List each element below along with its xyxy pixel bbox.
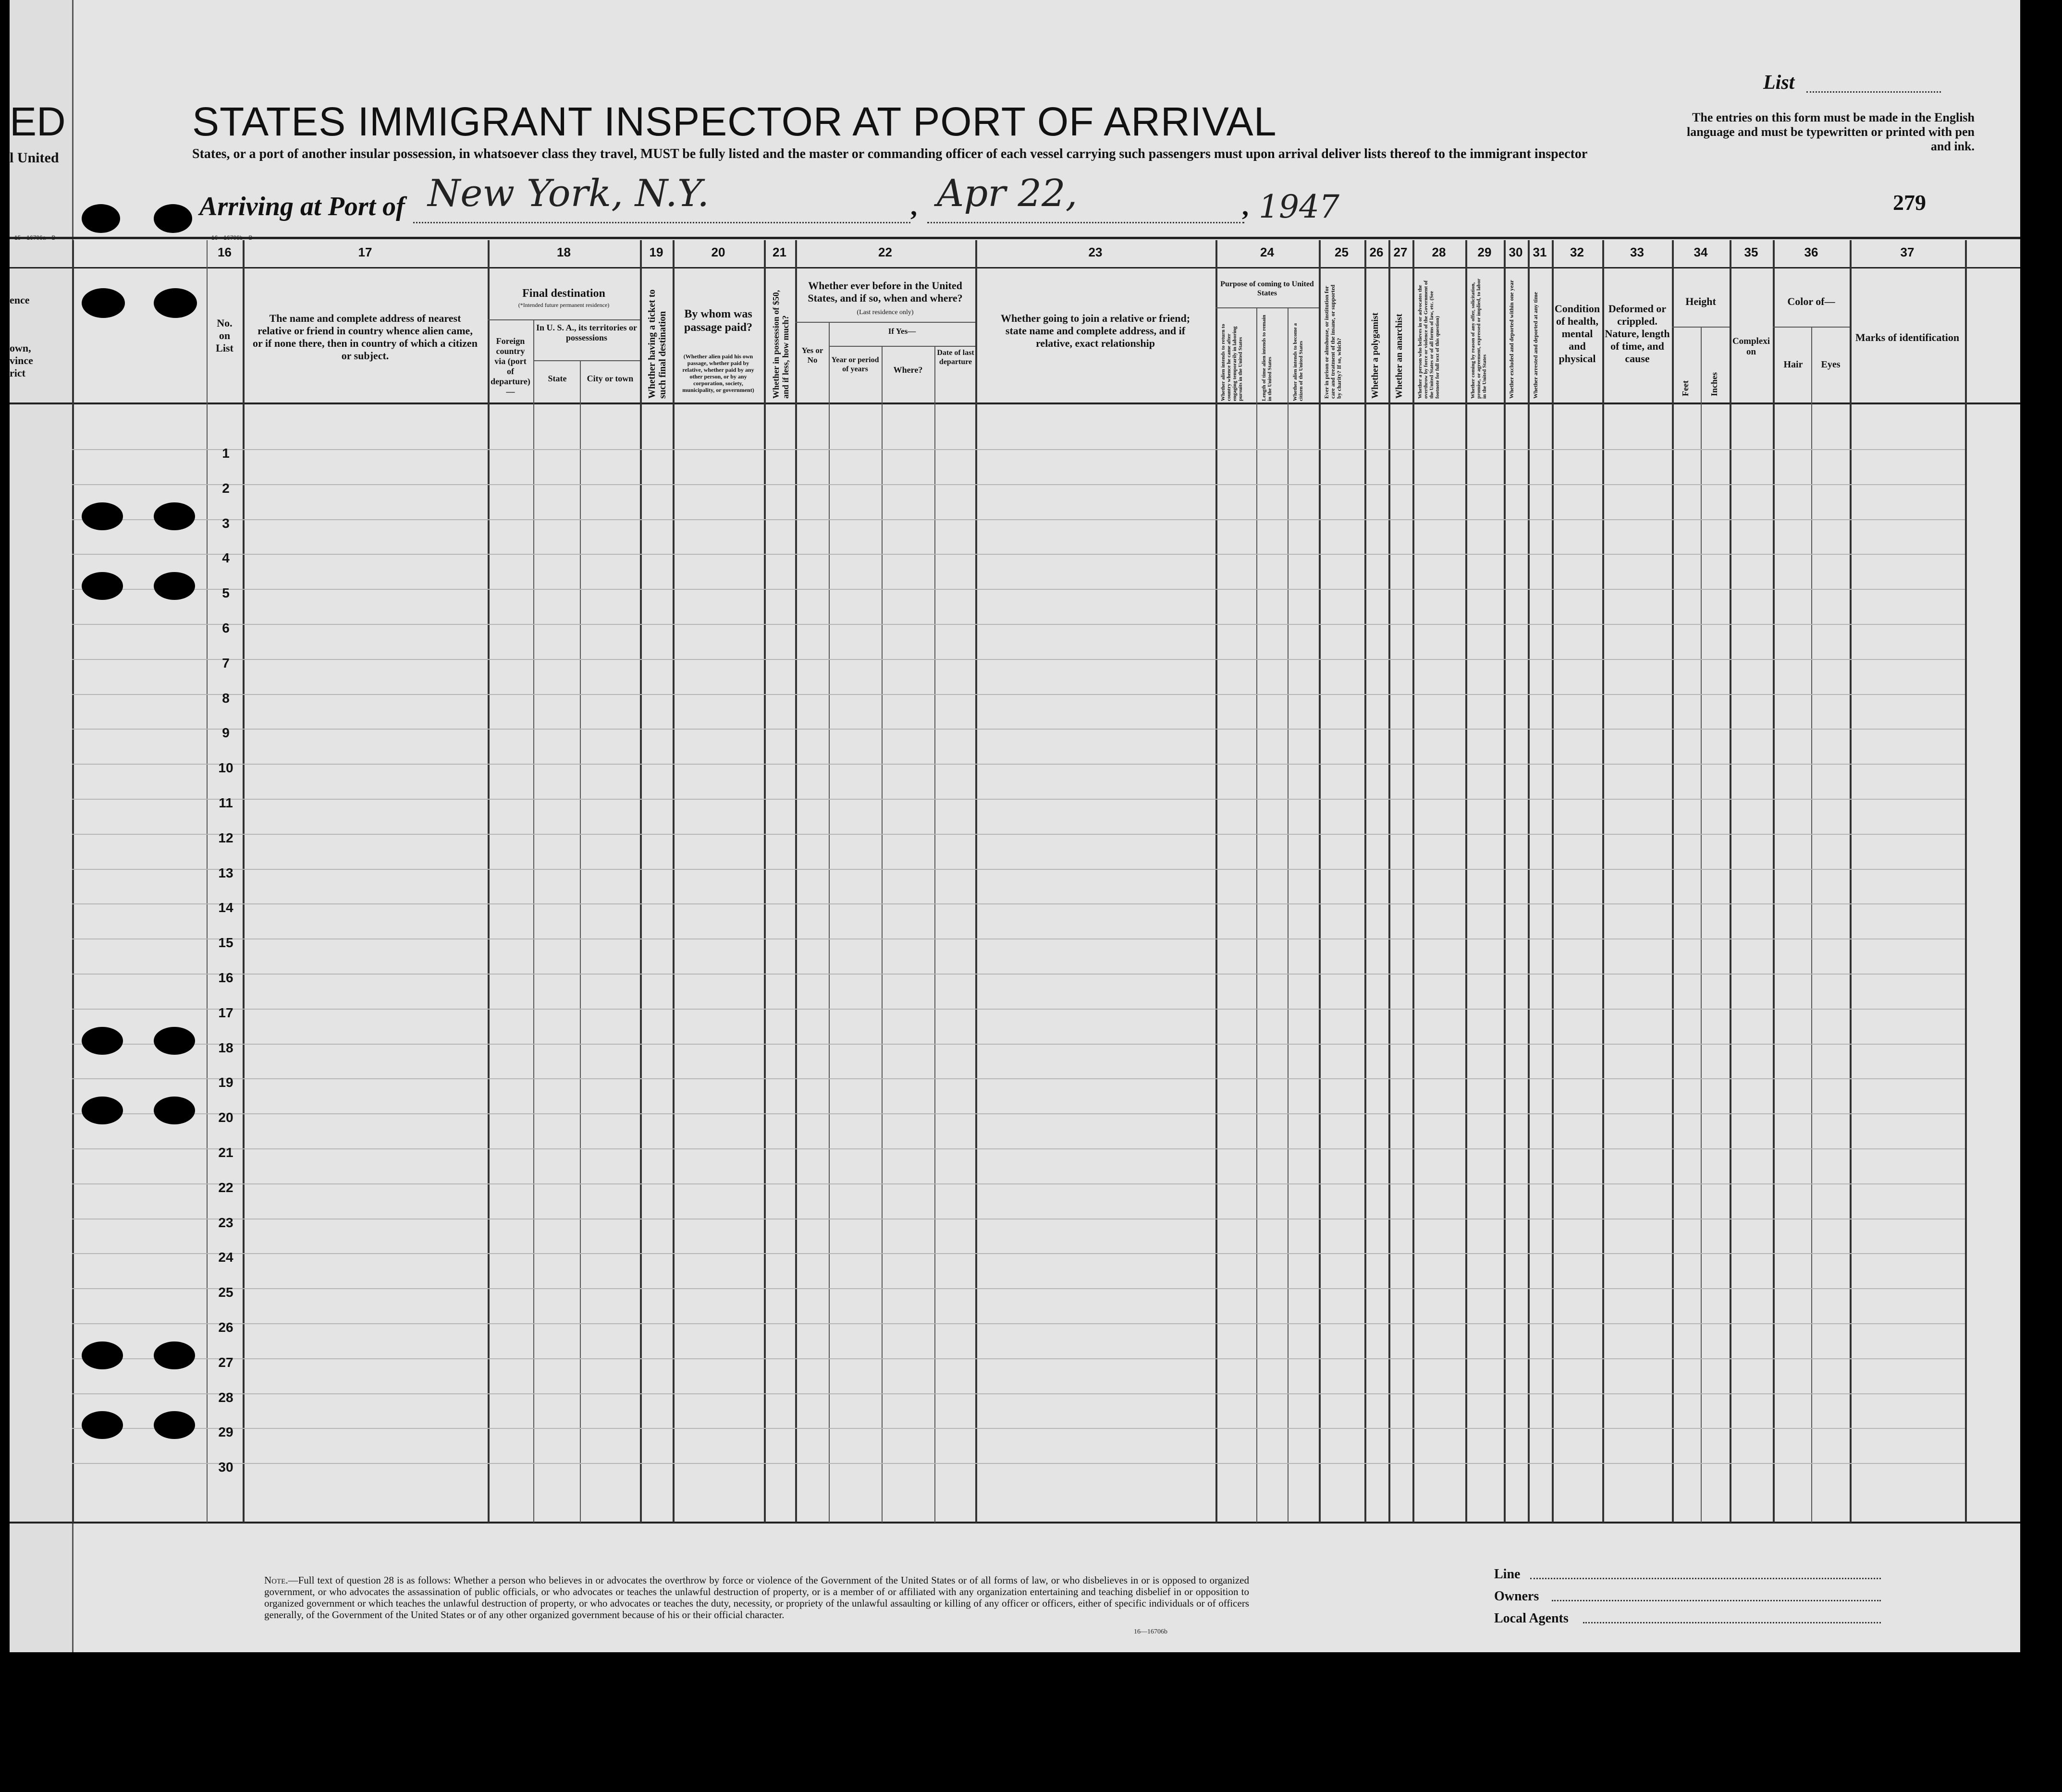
row-number: 16 [218,970,233,985]
col-number-31: 31 [1533,245,1547,259]
table-row[interactable] [72,1253,1965,1254]
table-row[interactable] [72,589,1965,590]
port-field-line[interactable] [413,222,910,223]
row-number: 23 [218,1215,233,1230]
row-number: 21 [218,1145,233,1160]
col-divider [640,240,642,1523]
form-subtitle: States, or a port of another insular possession, in whatsoever class they travel, MUST be fully listed and the master or commanding officer of each vessel carrying such passengers must upon arrival deliver lists thereof to the immigrant inspector [192,146,1588,161]
punch-hole [154,288,197,318]
row-number: 3 [222,515,230,531]
header-state: State [548,374,567,383]
row-number: 12 [218,830,233,845]
table-row[interactable] [72,1393,1965,1394]
table-bottom-rule [10,1522,2020,1524]
col-number-26: 26 [1369,245,1384,259]
col-number-29: 29 [1477,245,1492,259]
table-row[interactable] [72,1009,1965,1010]
table-row[interactable] [72,659,1965,660]
punch-hole [82,1097,123,1124]
header-ever-before-sub: (Last residence only) [857,309,914,316]
table-row[interactable] [72,519,1965,520]
col-number-32: 32 [1570,245,1584,259]
row-number: 19 [218,1075,233,1090]
comma-separator-2: , [1242,192,1249,221]
row-number: 8 [222,690,230,706]
col-divider [795,240,797,1523]
subheader-rule [795,322,975,323]
header-color-of: Color of— [1787,295,1835,307]
col-divider [1672,240,1674,1523]
col-number-16: 16 [218,245,232,259]
header-purpose-length: Length of time alien intends to remain in the United States [1261,315,1273,401]
header-no-on-list: No. on List [216,317,233,354]
subheader-rule [488,319,640,320]
header-arrested: Whether arrested and deported at any time [1532,292,1539,399]
col-divider [829,322,830,1523]
row-number: 22 [218,1180,233,1195]
row-number: 18 [218,1040,233,1055]
header-possession-50: Whether in possession of $50, and if less, how much? [771,290,790,399]
header-join-relative: Whether going to join a relative or friend; state name and complete address, and if relative, exact relationship [1000,312,1191,349]
header-nearest-relative: The name and complete address of nearest relative or friend in country whence alien came, or if none there, then in country of which a citizen or subject. [253,312,478,362]
header-anarchist: Whether an anarchist [1394,314,1404,399]
col-number-35: 35 [1744,245,1758,259]
date-field-line[interactable] [927,222,1244,223]
header-final-destination: Final destination [522,287,605,300]
subheader-rule [533,360,640,361]
row-number: 15 [218,935,233,951]
row-number: 20 [218,1110,233,1125]
col-divider [1388,240,1390,1523]
punch-hole [154,572,195,600]
col-divider [1528,240,1530,1523]
list-number-field[interactable] [1806,91,1941,93]
previous-page-edge [10,0,74,1652]
col-divider [1965,240,1967,1523]
header-where: Where? [893,365,923,375]
subheader-rule [1773,327,1850,328]
punch-hole [82,288,125,318]
col-number-21: 21 [773,245,786,259]
table-row[interactable] [72,1428,1965,1429]
col-divider [1319,240,1321,1523]
footer-form-code: 16—16706b [1134,1628,1167,1635]
header-prison: Ever in prison or almshouse, or institution for care and treatment of the insane, or supported by charity? If so, which? [1323,284,1342,399]
col-number-30: 30 [1509,245,1523,259]
header-feet: Feet [1681,380,1690,396]
row-number: 5 [222,585,230,601]
edge-subtitle-fragment: l United [10,150,59,166]
col-divider [207,240,208,1523]
col-divider [975,240,977,1523]
punch-hole [154,1097,195,1124]
col-number-27: 27 [1393,245,1408,259]
header-health: Condition of health, mental and physical [1554,303,1600,365]
table-row[interactable] [72,1113,1965,1114]
table-row[interactable] [72,1148,1965,1149]
header-in-usa: In U. S. A., its territories or possessions [536,323,637,342]
header-marks: Marks of identification [1855,331,1960,343]
col-divider [72,240,74,1523]
col-divider [1412,240,1414,1523]
header-yes-no: Yes or No [801,346,823,365]
edge-column-label-2: own, vince rict [10,342,33,379]
punch-hole [154,1341,195,1369]
table-row[interactable] [72,554,1965,555]
header-ticket: Whether having a ticket to such final destination [647,289,668,399]
list-label: List [1763,72,1795,94]
header-purpose-return: Whether alien intends to return to country whence he came after engaging temporarily in laboring pursuits in the United States [1220,324,1243,401]
punch-hole [82,204,120,233]
punch-hole [82,1411,123,1439]
col-number-28: 28 [1432,245,1446,259]
owners-field[interactable] [1552,1600,1881,1601]
punch-hole [154,1411,195,1439]
table-row[interactable] [72,1358,1965,1359]
col-divider [1364,240,1366,1523]
punch-hole [82,502,123,530]
table-row[interactable] [72,694,1965,695]
header-top-rule [10,237,2020,239]
header-overthrow: Whether a person who believes in or advocates the overthrow by force or violence of the Government of the United States or of all forms of law, etc. (See footnote for full text of this question) [1417,280,1440,399]
edge-title-fragment: ED [10,99,66,144]
col-divider [1773,240,1775,1523]
table-row[interactable] [72,1044,1965,1045]
header-eyes: Eyes [1821,359,1841,370]
table-row[interactable] [72,484,1965,485]
row-number: 17 [218,1005,233,1020]
footer-note [264,1574,1249,1621]
table-row[interactable] [72,1078,1965,1079]
table-row[interactable] [72,1323,1965,1324]
row-number: 6 [222,621,230,635]
header-final-destination-sub: (*Intended future permanent residence) [518,302,610,308]
header-ever-before: Whether ever before in the United States, and if so, when and where? [808,280,963,304]
col-divider [934,346,935,1523]
subheader-rule [829,346,975,347]
header-polygamist: Whether a polygamist [1370,312,1380,399]
footer-note-lead: Note. [264,1574,288,1586]
row-number: 27 [218,1354,233,1370]
punch-hole [154,1027,195,1055]
col-divider [580,360,581,1523]
local-agents-label: Local Agents [1494,1611,1569,1626]
line-label: Line [1494,1567,1521,1582]
col-divider [673,240,675,1523]
header-foreign-country: Foreign country via (port of departure)— [491,336,530,396]
row-number: 10 [218,760,233,776]
col-number-22: 22 [878,245,892,259]
col-number-36: 36 [1804,245,1818,259]
row-number: 7 [222,655,230,670]
row-number: 30 [218,1460,233,1475]
row-number: 24 [218,1250,233,1265]
table-row[interactable] [72,903,1965,904]
col-number-33: 33 [1630,245,1644,259]
row-number: 1 [222,446,230,461]
comma-separator: , [910,192,917,221]
row-number: 9 [222,725,230,741]
table-row[interactable] [72,624,1965,625]
row-number: 4 [222,550,230,566]
punch-hole [154,502,195,530]
local-agents-field[interactable] [1583,1622,1881,1623]
col-number-18: 18 [557,245,571,259]
year-handwritten: 1947 [1259,188,1339,225]
header-if-yes: If Yes— [888,327,916,336]
punch-hole [82,572,123,600]
row-number: 25 [218,1285,233,1300]
header-labor-offer: Whether coming by reason of any offer, solicitation, promise, or agreement, expressed or implied, to labor in the United States [1470,279,1487,399]
punch-hole [154,204,192,233]
header-excluded: Whether excluded and deported within one year [1508,280,1515,399]
row-number: 29 [218,1425,233,1440]
row-number: 14 [218,900,233,915]
row-number: 26 [218,1320,233,1335]
col-number-19: 19 [649,245,663,259]
col-divider [1288,307,1289,1523]
row-number: 13 [218,865,233,880]
col-number-23: 23 [1088,245,1103,259]
col-number-25: 25 [1335,245,1349,259]
header-hair: Hair [1783,359,1803,370]
header-deformed: Deformed or crippled. Nature, length of time, and cause [1605,303,1670,365]
header-height: Height [1685,295,1716,307]
edge-column-label: ence [10,294,30,306]
row-number: 2 [222,480,230,496]
col-number-24: 24 [1260,245,1274,259]
col-divider [488,240,490,1523]
header-passage-paid-sub: (Whether alien paid his own passage, whether paid by relative, whether paid by any other person, or by any corporation, society, municipality, or government) [682,353,754,393]
col-number-20: 20 [711,245,725,259]
col-divider [1850,240,1852,1523]
col-divider [1256,307,1257,1523]
header-year-period: Year or period of years [831,356,879,373]
punch-hole [82,1027,123,1055]
page-number: 279 [1893,190,1926,215]
punch-hole [82,1341,123,1369]
header-city: City or town [587,374,634,383]
col-divider [1701,327,1702,1523]
header-inches: Inches [1709,372,1719,396]
col-divider [243,240,245,1523]
col-divider [1811,327,1812,1523]
line-field[interactable] [1530,1578,1881,1579]
table-row[interactable] [72,799,1965,800]
table-row[interactable] [72,449,1965,450]
arriving-port-label: Arriving at Port of [199,192,405,221]
owners-label: Owners [1494,1589,1539,1604]
col-divider [533,319,534,1523]
col-divider [882,346,883,1523]
col-divider [764,240,766,1523]
header-complexion: Complexion [1732,336,1770,357]
table-row[interactable] [72,834,1965,835]
header-purpose: Purpose of coming to United States [1220,280,1314,297]
header-date-departure: Date of last departure [937,349,974,366]
entry-instructions-note: The entries on this form must be made in the English language and must be typewritten or printed with pen and ink. [1686,110,1975,153]
col-divider [1504,240,1506,1523]
port-handwritten: New York, N.Y. [428,172,710,215]
col-divider [1602,240,1604,1523]
col-number-37: 37 [1900,245,1915,259]
col-divider [1465,240,1467,1523]
col-number-17: 17 [358,245,372,259]
table-row[interactable] [72,1288,1965,1289]
manifest-page [10,0,2020,1652]
col-divider [1730,240,1731,1523]
row-number: 28 [218,1390,233,1405]
footer-note-text: —Full text of question 28 is as follows: Whether a person who believes in or advocates the overthrow by force or violence of the Government of the United States or of all forms of law, or who disbelieves in or is opposed to organized government, or who advocates the assassination of public officials, or who advocates or teaches the unlawful destruction of property, or is a member of or affiliated with any organization entertaining and teaching disbelief in or opposition to organized government or which teaches the unlawful destruction of property, or who advocates or teaches the duty, necessity, or propriety of the unlawful assaulting or killing of any officer or officers, either of specific individuals or of officers generally, of the Government of the United States or of any other organized government because of his or their official character. [264,1574,1249,1621]
col-divider [1552,240,1554,1523]
date-handwritten: Apr 22, [937,172,1078,215]
table-row[interactable] [72,764,1965,765]
col-divider [1215,240,1217,1523]
table-row[interactable] [72,974,1965,975]
table-row[interactable] [72,729,1965,730]
table-row[interactable] [72,1463,1965,1464]
column-header-bottom-rule [10,402,2020,404]
table-row[interactable] [72,1183,1965,1184]
header-purpose-citizen: Whether alien intends to become a citizen of the United States [1292,323,1304,401]
row-number: 11 [219,795,233,810]
header-passage-paid: By whom was passage paid? [684,308,753,334]
col-number-34: 34 [1694,245,1708,259]
subheader-rule [1672,327,1730,328]
subheader-rule [1215,307,1319,308]
column-number-rule [10,267,2020,268]
table-row[interactable] [72,869,1965,870]
form-title: STATES IMMIGRANT INSPECTOR AT PORT OF ARRIVAL [192,99,1277,144]
